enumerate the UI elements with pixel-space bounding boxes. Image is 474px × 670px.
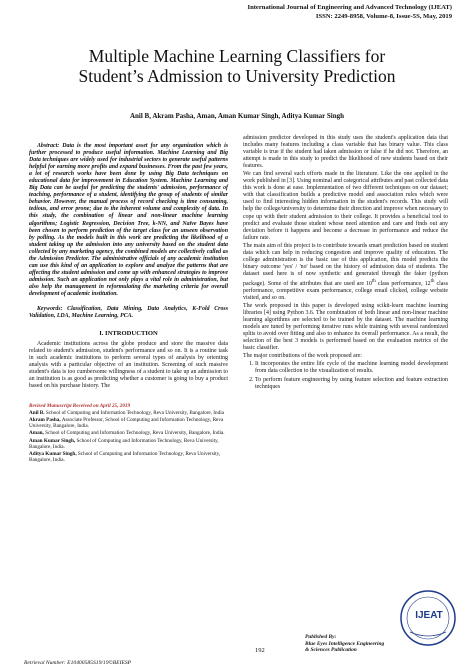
list-item: 1. It incorporates the entire life cycle of the machine learning model development from data collection to the visualization of results. [255, 361, 448, 375]
contributions-list [243, 361, 448, 390]
body-paragraph: admission predictor developed in this study uses the student's application data that includes many features including a class variable that has binary value. This class variable is true if the student had taken admission or false if he did not. Therefore, an attempt is made in this study to predict the likelihood of new students based on their features. [243, 135, 448, 170]
affiliation-text: School of Computing and Information Technology, Reva University, Bangalore, India [45, 409, 224, 416]
affiliation-text: School of Computing and Information Technology, Reva University, Bangalore, India. [45, 430, 225, 437]
title-line-1: Multiple Machine Learning Classifiers for [88, 46, 386, 66]
title-line-2: Student’s Admission to University Prediction [78, 66, 396, 86]
affiliation [29, 430, 228, 436]
superscript: th [430, 278, 435, 284]
affiliation [29, 417, 228, 429]
journal-name: International Journal of Engineering and Advanced Technology (IJEAT) [247, 4, 452, 11]
affiliation-text: School of Computing and Information Technology, Reva University, Bangalore, India. [29, 437, 219, 450]
received-date: Revised Manuscript Received on April 25, 2019 [29, 402, 131, 409]
journal-issn: ISSN: 2249-8958, Volume-8, Issue-5S, May, 2019 [315, 12, 452, 20]
body-text: class performance, 12 [375, 280, 431, 287]
superscript: th [371, 278, 376, 284]
affiliation [29, 410, 228, 416]
logo-label: IJEAT [415, 610, 443, 621]
affiliation-text: Associate Professor, School of Computing and Information Technology, Reva University, Bangalore, India. [29, 416, 224, 430]
abstract: Abstract: Data is the most important asset for any organization which is further processed to produce useful information. Machine Learning and Big Data techniques are widely used for industrial sectors to generate useful patterns helpful for earning more profits and expand businesses. From the past few years, a lot of research works have been done by using Big Data techniques on educational data for improvement in Education System. Machine Learning and Big Data can be useful for predicting the students' admission, performance of teaching, performance of a student, identifying the group of students of similar behavior. However, the manual process of record checking is time consuming, tedious, and error prone; due to the inherent volume and complexity of data. In this study, the combination of linear and non-linear machine learning algorithms; Logistic Regression, Decision Tree, k-NN, and Naïve Bayes have been chosen to perform prediction of the target class for an unseen observation by polling. As the models built in this work are predicting the likelihood of a student taking up the admission into any university based on the student data collected by any marketing agency, the combined models are collectively called as the Admission Predictor. The administrative officials of any academic institution can use this kind of an application to explore and analyze the patterns that are affecting the student admission and come up with enhanced strategies to improve admission. Such an application not only plays a vital role in administration, but also help the management in reformulating the marketing criteria for overall development of academic institution. [29, 143, 228, 297]
body-text: The main aim of this project is to contribute towards smart prediction based on student data which can help in reducing congestion and improve quality of education. The college administration is the basic use of this application, this model predicts the binary outcome 'yes' / 'no' based on the history of admission data of students. The dataset used here is of now synthetic and generated through the faker (python package). Some of the attributes that are used are 10 [243, 242, 448, 287]
affiliation [29, 438, 228, 450]
publisher-info [305, 634, 384, 654]
right-column [243, 135, 448, 392]
paper-authors: Anil B, Akram Pasha, Aman, Aman Kumar Singh, Aditya Kumar Singh [129, 112, 345, 120]
paper-title [0, 46, 474, 86]
keywords: Keywords: Classification, Data Mining, Data Analytics, K-Fold Cross Validation, LDA, Machine Learning, PCA. [29, 306, 228, 320]
manuscript-note [29, 403, 228, 464]
page-number: 192 [255, 647, 265, 654]
publisher-line: Published By: [305, 634, 337, 640]
affiliation-name: Aman Kumar Singh, [29, 437, 76, 444]
body-paragraph: The major contributions of the work proposed are: [243, 353, 362, 360]
affiliation-name: Aman, [29, 430, 44, 437]
list-item: 2. To perform feature engineering by using feature selection and feature extraction techniques [255, 377, 448, 391]
publisher-line: Blue Eyes Intelligence Engineering [305, 640, 385, 647]
intro-paragraph: Academic institutions across the globe produce and store the massive data related to student's admission, student's performance and so on. It is a routine task in such academic institutions to perform several types of analysis by orienting analysis with a particular objective of an institution. Screening of such massive student's data is too cumbersome willingness of a student to take up an admission to an institution is as good as predicting whether a customer is going to buy a product based on his purchase history. The [29, 341, 228, 390]
body-text: class performance, competitive exam performance, college email clicked, college website visited, and so on. [243, 280, 448, 301]
affiliation-name: Anil B. [29, 409, 45, 416]
affiliation-name: Akram Pasha, [29, 416, 61, 423]
publisher-line: & Sciences Publication [305, 647, 357, 653]
affiliation-text: School of Computing and Information Technology, Reva University, Bangalore, India. [29, 450, 221, 464]
left-column [29, 143, 228, 463]
affiliation-name: Aditya Kumar Singh, [29, 450, 77, 457]
body-paragraph [243, 243, 448, 302]
section-heading-introduction: I. INTRODUCTION [99, 330, 158, 338]
journal-header [248, 4, 453, 21]
body-paragraph: The work proposed in this paper is developed using scikit-learn machine learning libraries [4] using Python 3.6. The combination of both linear and non-linear machine learning algorithms are selected to be trained by the dataset. The machine learning models are tuned by performing iterative runs while training with several randomized splits to avoid over fitting and also to enhance its overall performance. As a result, the selection of the best 3 models is performed based on the evaluation metrics of the basic classifier. [243, 303, 448, 352]
body-paragraph: We can find several such efforts made in the literature. Like the one applied in the work published in [3]. Using nominal and categorical attributes and past collected data this work is done at ease. Implementation of two different techniques on our dataset; with that classification builds a predictive model and association rules which were used to find interesting hidden information in the student's records. This study will help the college/university to determine their direction and improve when necessary to cope up with their student admission to their college. It provides a beneficial tool to predict and evaluate those student whose need attention and care and finds out any deviation before it happens and become a decrease in performance and reduce the failure rate. [243, 171, 448, 241]
affiliation [29, 451, 228, 463]
retrieval-number: Retrieval Number: E10400585S19/19©BEIESP [24, 660, 132, 666]
